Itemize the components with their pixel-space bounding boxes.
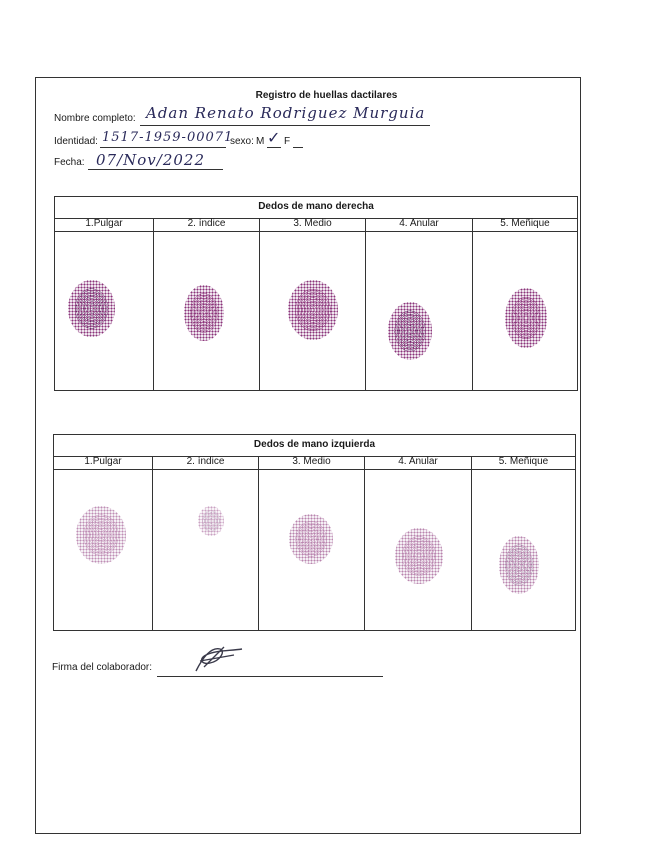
name-value: Adan Renato Rodriguez Murguia — [146, 104, 426, 122]
right-finger-cell — [366, 218, 473, 390]
fingerprint-right-middle — [288, 280, 338, 340]
signature-label: Firma del colaborador: — [52, 662, 153, 673]
id-underline — [100, 147, 226, 148]
name-label: Nombre completo: — [54, 113, 136, 124]
signature-underline — [157, 676, 383, 677]
fingerprint-left-little — [499, 536, 539, 594]
right-hand-table — [54, 196, 578, 391]
left-hand-table — [53, 434, 576, 631]
left-finger-cell — [54, 456, 153, 630]
fingerprint-left-ring — [395, 528, 443, 584]
fingerprint-left-index — [198, 506, 224, 536]
sex-f-option: F — [284, 136, 291, 147]
form-title: Registro de huellas dactilares — [255, 90, 398, 101]
left-finger-label: 2. índice — [153, 456, 258, 470]
date-label: Fecha: — [54, 157, 85, 168]
left-finger-cell — [365, 456, 472, 630]
fingerprint-left-middle — [289, 514, 333, 564]
left-finger-cell — [153, 456, 259, 630]
left-finger-label: 3. Medio — [259, 456, 364, 470]
left-hand-title: Dedos de mano izquierda — [54, 435, 575, 457]
sex-label: sexo: — [230, 136, 254, 147]
right-finger-cell — [473, 218, 577, 390]
right-finger-label: 5. Meñique — [473, 218, 577, 232]
id-value: 1517-1959-00071 — [102, 130, 234, 145]
name-underline — [140, 125, 430, 126]
right-finger-cell — [260, 218, 366, 390]
sex-check-mark: ✓ — [267, 128, 282, 147]
left-finger-label: 1.Pulgar — [54, 456, 152, 470]
date-underline — [88, 169, 223, 170]
fingerprint-left-thumb — [76, 506, 126, 564]
left-finger-cell — [472, 456, 575, 630]
right-finger-cell — [154, 218, 260, 390]
left-finger-label: 4. Anular — [365, 456, 471, 470]
right-finger-label: 1.Pulgar — [55, 218, 153, 232]
sex-m-option: M — [256, 136, 265, 147]
right-finger-label: 2. índice — [154, 218, 259, 232]
left-finger-label: 5. Meñique — [472, 456, 575, 470]
right-hand-title: Dedos de mano derecha — [55, 197, 577, 219]
signature-scribble — [190, 643, 246, 675]
right-finger-label: 4. Anular — [366, 218, 472, 232]
fingerprint-right-little — [505, 288, 547, 348]
fingerprint-right-index — [184, 285, 224, 341]
sex-f-underline — [293, 147, 303, 148]
fingerprint-right-ring — [388, 302, 432, 360]
left-finger-cell — [259, 456, 365, 630]
fingerprint-right-thumb — [68, 280, 115, 337]
id-label: Identidad: — [54, 136, 98, 147]
right-finger-cell — [55, 218, 154, 390]
date-value: 07/Nov/2022 — [96, 151, 205, 169]
sex-m-underline — [267, 147, 281, 148]
right-finger-label: 3. Medio — [260, 218, 365, 232]
